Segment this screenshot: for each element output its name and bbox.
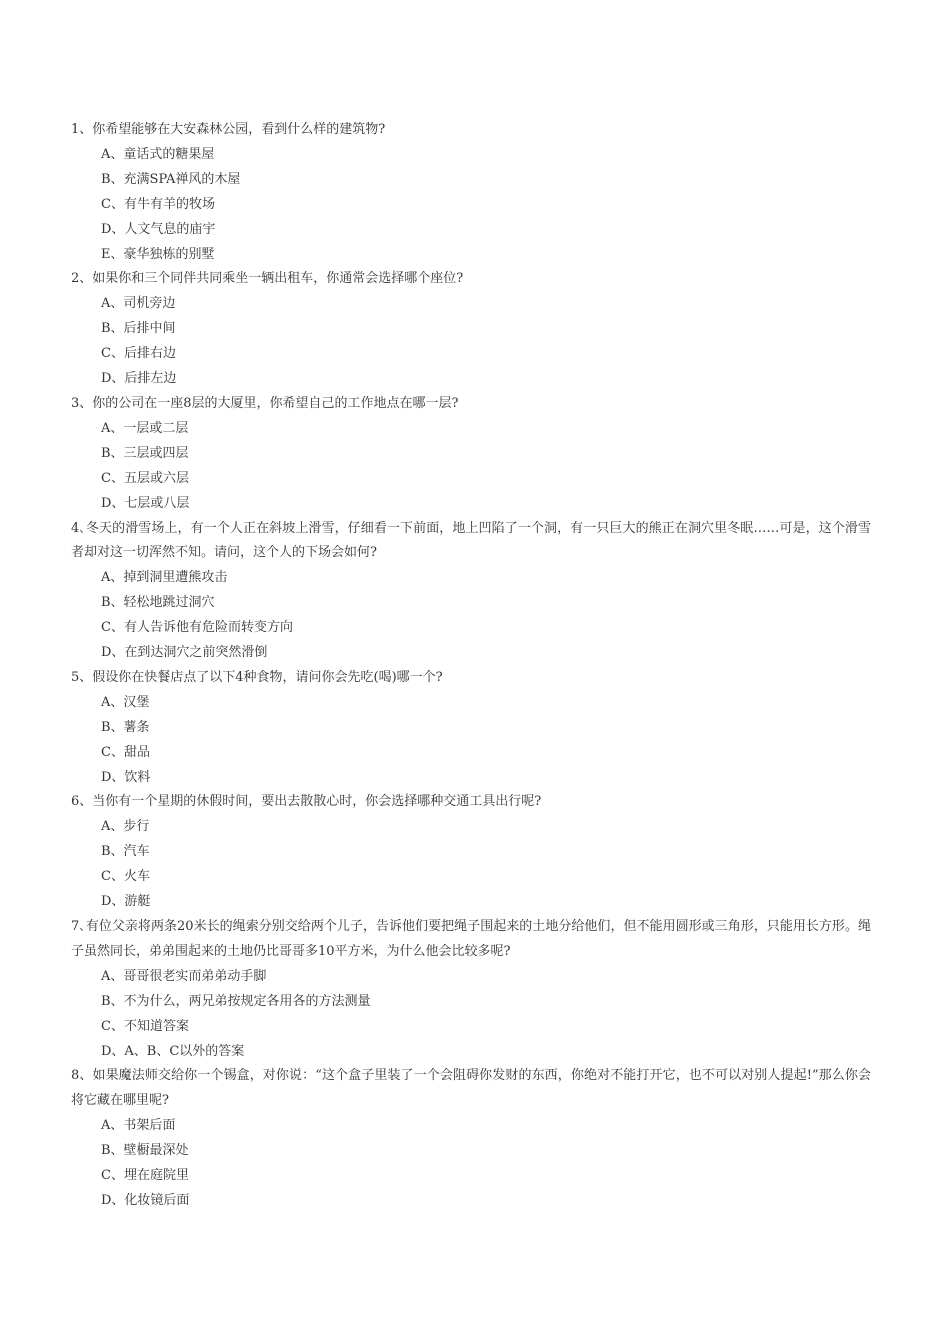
- question-text: 6、当你有一个星期的休假时间，要出去散散心时，你会选择哪种交通工具出行呢?: [71, 794, 542, 810]
- question-text: 1、你希望能够在大安森林公园，看到什么样的建筑物?: [71, 122, 386, 137]
- option-list: [71, 566, 871, 666]
- question-text: 7､有位父亲将两条20米长的绳索分别交给两个儿子，告诉他们要把绳子围起来的土地分给他们，但不能用圆形或三角形，只能用长方形。绳子虽然同长，弟弟围起来的土地仍比哥哥多10平方米，为什么他会比较多呢?: [71, 919, 871, 959]
- option-item: E、豪华独栋的别墅: [101, 246, 215, 262]
- questionnaire: [71, 118, 871, 1214]
- option-item: C、有牛有羊的牧场: [101, 196, 215, 212]
- question-3: [71, 392, 871, 517]
- option-list: [71, 143, 871, 268]
- question-8: [71, 1064, 871, 1213]
- question-5: [71, 666, 871, 791]
- question-6: [71, 790, 871, 915]
- option-item: A、哥哥很老实而弟弟动手脚: [101, 968, 267, 984]
- question-1: [71, 118, 871, 267]
- option-item: A、司机旁边: [101, 296, 176, 312]
- option-item: B、三层或四层: [101, 445, 189, 461]
- option-list: [71, 965, 871, 1065]
- option-list: [71, 292, 871, 392]
- option-item: B、壁橱最深处: [101, 1143, 189, 1159]
- option-item: A、一层或二层: [101, 420, 189, 436]
- option-item: B、不为什么，两兄弟按规定各用各的方法测量: [101, 993, 371, 1009]
- option-item: C、五层或六层: [101, 470, 189, 486]
- question-2: [71, 267, 871, 392]
- question-text: 3、你的公司在一座8层的大厦里，你希望自己的工作地点在哪一层?: [71, 395, 459, 411]
- option-item: A、步行: [101, 819, 150, 835]
- option-item: D、饮料: [101, 769, 151, 785]
- option-item: D、后排左边: [101, 371, 177, 387]
- option-list: [71, 1114, 871, 1214]
- question-4: [71, 517, 871, 666]
- option-item: B、薯条: [101, 719, 150, 735]
- option-item: C、后排右边: [101, 346, 176, 362]
- option-item: A、掉到洞里遭熊攻击: [101, 570, 228, 586]
- option-item: C、埋在庭院里: [101, 1168, 189, 1184]
- option-item: A、书架后面: [101, 1118, 176, 1134]
- option-list: [71, 815, 871, 915]
- option-item: D、七层或八层: [101, 495, 190, 511]
- option-list: [71, 691, 871, 791]
- option-item: B、汽车: [101, 844, 150, 860]
- option-list: [71, 417, 871, 517]
- option-item: B、后排中间: [101, 321, 176, 337]
- option-item: D、在到达洞穴之前突然滑倒: [101, 645, 268, 661]
- option-item: C、火车: [101, 869, 150, 885]
- option-item: C、甜品: [101, 744, 150, 760]
- question-text: 8、如果魔法师交给你一个锡盒，对你说：“这个盒子里装了一个会阻碍你发财的东西，你绝对不能打开它，也不可以对别人提起!”那么你会将它藏在哪里呢?: [71, 1068, 871, 1109]
- question-text: 4､冬天的滑雪场上，有一个人正在斜坡上滑雪，仔细看一下前面，地上凹陷了一个洞，有一只巨大的熊正在洞穴里冬眠……可是，这个滑雪者却对这一切浑然不知。请问，这个人的下场会如何?: [71, 520, 871, 561]
- option-item: C、不知道答案: [101, 1018, 189, 1034]
- option-item: B、轻松地跳过洞穴: [101, 595, 215, 611]
- option-item: D、A、B、C以外的答案: [101, 1043, 245, 1059]
- question-text: 5、假设你在快餐店点了以下4种食物，请问你会先吃(喝)哪一个?: [71, 669, 443, 685]
- option-item: D、人文气息的庙宇: [101, 221, 216, 237]
- option-item: B、充满SPA禅风的木屋: [101, 171, 241, 187]
- option-item: C、有人告诉他有危险而转变方向: [101, 620, 293, 636]
- option-item: A、汉堡: [101, 694, 150, 710]
- option-item: D、化妆镜后面: [101, 1192, 190, 1208]
- option-item: A、童话式的糖果屋: [101, 146, 215, 162]
- question-text: 2、如果你和三个同伴共同乘坐一辆出租车，你通常会选择哪个座位?: [71, 271, 464, 287]
- question-7: [71, 915, 871, 1064]
- option-item: D、游艇: [101, 894, 151, 910]
